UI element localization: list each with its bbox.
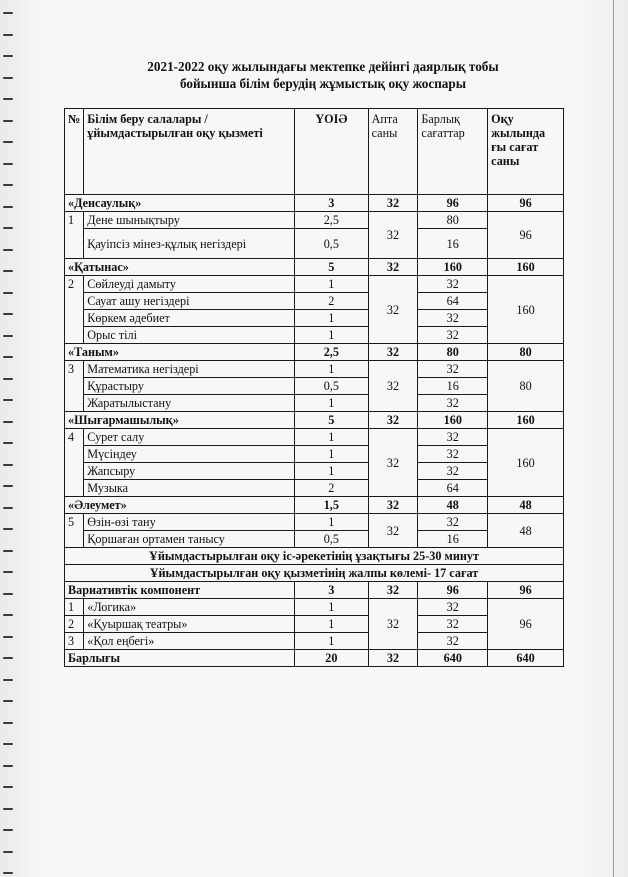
binding-hole: [3, 528, 13, 530]
subject-row: [65, 429, 564, 446]
section-header-row: [65, 344, 564, 361]
title-line-1: 2021-2022 оқу жылындағы мектепке дейінгі даярлық тобы: [147, 59, 499, 74]
subject-weeks: 32: [368, 429, 418, 497]
subject-total: 16: [418, 531, 488, 548]
binding-hole: [3, 313, 13, 315]
subject-row: [65, 361, 564, 378]
section-number: 2: [65, 276, 84, 344]
subject-name: Сурет салу: [84, 429, 295, 446]
subject-total: 64: [418, 480, 488, 497]
subject-total: 32: [418, 429, 488, 446]
header-year: Оқу жылында ғы сағат саны: [488, 109, 564, 195]
section-number: 5: [65, 514, 84, 548]
binding-hole: [3, 700, 13, 702]
subject-uoe: 1: [295, 395, 369, 412]
subject-total: 32: [418, 395, 488, 412]
subject-name: Жаратылыстану: [84, 395, 295, 412]
binding-hole: [3, 550, 13, 552]
subject-total: 32: [418, 463, 488, 480]
section-weeks: 32: [368, 412, 418, 429]
header-total: Барлық сағаттар: [418, 109, 488, 195]
volume-note: Ұйымдастырылған оқу қызметінің жалпы көлемі- 17 сағат: [65, 565, 564, 582]
section-name: «Таным»: [65, 344, 295, 361]
binding-hole: [3, 249, 13, 251]
subject-total: 64: [418, 293, 488, 310]
section-uoe: 1,5: [295, 497, 369, 514]
subject-name: Сауат ашу негіздері: [84, 293, 295, 310]
binding-hole: [3, 679, 13, 681]
section-total: 48: [418, 497, 488, 514]
binding-hole: [3, 227, 13, 229]
binding-hole: [3, 851, 13, 853]
variative-year: 96: [488, 582, 564, 599]
section-name: «Шығармашылық»: [65, 412, 295, 429]
binding-hole: [3, 206, 13, 208]
binding-hole: [3, 141, 13, 143]
subject-row: [65, 276, 564, 293]
binding-hole: [3, 55, 13, 57]
section-year: 96: [488, 195, 564, 212]
section-number: 1: [65, 212, 84, 259]
binding-hole: [3, 442, 13, 444]
binding-hole: [3, 722, 13, 724]
subject-name: Дене шынықтыру: [84, 212, 295, 229]
subject-uoe: 1: [295, 361, 369, 378]
header-area: Білім беру салалары / ұйымдастырылған оқу қызметі: [84, 109, 295, 195]
section-uoe: 2,5: [295, 344, 369, 361]
subject-uoe: 1: [295, 463, 369, 480]
variative-uoe: 3: [295, 582, 369, 599]
section-year: 80: [488, 344, 564, 361]
binding-hole: [3, 270, 13, 272]
variative-sub-year: 96: [488, 599, 564, 650]
subject-uoe: 1: [295, 514, 369, 531]
subject-total: 16: [418, 229, 488, 259]
grand-total-row: [65, 650, 564, 667]
subject-name: Мүсіндеу: [84, 446, 295, 463]
subject-name: Математика негіздері: [84, 361, 295, 378]
section-total: 96: [418, 195, 488, 212]
section-header-row: [65, 497, 564, 514]
binding-hole: [3, 614, 13, 616]
title-line-2: бойынша білім берудің жұмыстық оқу жоспары: [179, 76, 467, 91]
section-header-row: [65, 259, 564, 276]
subject-uoe: 2: [295, 480, 369, 497]
binding-hole: [3, 829, 13, 831]
subject-name: Қоршаған ортамен танысу: [84, 531, 295, 548]
curriculum-table: [64, 108, 564, 667]
subject-uoe: 2,5: [295, 212, 369, 229]
subject-uoe: 0,5: [295, 229, 369, 259]
binding-hole: [3, 657, 13, 659]
subject-total: 32: [418, 310, 488, 327]
variative-number: 3: [65, 633, 84, 650]
subject-name: Музыка: [84, 480, 295, 497]
section-name: «Қатынас»: [65, 259, 295, 276]
grand-total-name: Барлығы: [65, 650, 295, 667]
section-header-row: [65, 195, 564, 212]
binding-hole: [3, 378, 13, 380]
grand-total-uoe: 20: [295, 650, 369, 667]
variative-subject-uoe: 1: [295, 633, 369, 650]
note-row: [65, 565, 564, 582]
binding-hole: [3, 743, 13, 745]
subject-name: Жапсыру: [84, 463, 295, 480]
section-name: «Денсаулық»: [65, 195, 295, 212]
section-number: 3: [65, 361, 84, 412]
subject-total: 16: [418, 378, 488, 395]
subject-year: 80: [488, 361, 564, 412]
binding-hole: [3, 507, 13, 509]
variative-subject: «Қуыршақ театры»: [84, 616, 295, 633]
subject-total: 32: [418, 514, 488, 531]
variative-subject-uoe: 1: [295, 599, 369, 616]
variative-row: [65, 599, 564, 616]
binding-hole: [3, 120, 13, 122]
variative-total: 96: [418, 582, 488, 599]
subject-weeks: 32: [368, 361, 418, 412]
section-weeks: 32: [368, 195, 418, 212]
binding-hole: [3, 421, 13, 423]
variative-subject-total: 32: [418, 616, 488, 633]
subject-uoe: 0,5: [295, 531, 369, 548]
subject-total: 32: [418, 327, 488, 344]
document-title: [88, 58, 558, 92]
binding-hole: [3, 808, 13, 810]
binding-hole: [3, 12, 13, 14]
binding-hole: [3, 77, 13, 79]
header-weeks: Апта саны: [368, 109, 418, 195]
variative-subject-uoe: 1: [295, 616, 369, 633]
binding-hole: [3, 34, 13, 36]
subject-total: 32: [418, 446, 488, 463]
binding-hole: [3, 872, 13, 874]
header-row: [65, 109, 564, 195]
subject-row: [65, 212, 564, 229]
binding-hole: [3, 335, 13, 337]
header-uoe: ҮОІӘ: [295, 109, 369, 195]
binding-hole: [3, 356, 13, 358]
subject-name: Қауіпсіз мінез-құлық негіздері: [84, 229, 295, 259]
subject-year: 48: [488, 514, 564, 548]
subject-name: Сөйлеуді дамыту: [84, 276, 295, 293]
variative-number: 2: [65, 616, 84, 633]
variative-subject-total: 32: [418, 599, 488, 616]
binding-hole: [3, 765, 13, 767]
section-total: 160: [418, 259, 488, 276]
grand-total-total: 640: [418, 650, 488, 667]
variative-weeks: 32: [368, 582, 418, 599]
section-year: 160: [488, 412, 564, 429]
variative-subject-total: 32: [418, 633, 488, 650]
table-body: [65, 195, 564, 667]
binding-hole: [3, 636, 13, 638]
subject-year: 160: [488, 429, 564, 497]
binding-hole: [3, 786, 13, 788]
subject-uoe: 1: [295, 429, 369, 446]
section-year: 160: [488, 259, 564, 276]
subject-weeks: 32: [368, 514, 418, 548]
subject-name: Көркем әдебиет: [84, 310, 295, 327]
subject-row: [65, 514, 564, 531]
section-total: 160: [418, 412, 488, 429]
subject-total: 32: [418, 276, 488, 293]
subject-weeks: 32: [368, 276, 418, 344]
subject-name: Орыс тілі: [84, 327, 295, 344]
subject-weeks: 32: [368, 212, 418, 259]
grand-total-year: 640: [488, 650, 564, 667]
variative-header-row: [65, 582, 564, 599]
section-year: 48: [488, 497, 564, 514]
variative-subject: «Логика»: [84, 599, 295, 616]
section-total: 80: [418, 344, 488, 361]
subject-uoe: 1: [295, 327, 369, 344]
section-name: «Әлеумет»: [65, 497, 295, 514]
binding-holes: [0, 0, 16, 877]
section-weeks: 32: [368, 259, 418, 276]
binding-hole: [3, 163, 13, 165]
binding-hole: [3, 593, 13, 595]
variative-name: Вариативтік компонент: [65, 582, 295, 599]
binding-hole: [3, 98, 13, 100]
section-number: 4: [65, 429, 84, 497]
subject-name: Өзін-өзі тану: [84, 514, 295, 531]
subject-uoe: 1: [295, 276, 369, 293]
binding-hole: [3, 571, 13, 573]
header-no: №: [65, 109, 84, 195]
subject-uoe: 0,5: [295, 378, 369, 395]
section-uoe: 3: [295, 195, 369, 212]
subject-year: 96: [488, 212, 564, 259]
variative-number: 1: [65, 599, 84, 616]
section-weeks: 32: [368, 497, 418, 514]
page-edge-line: [613, 0, 614, 877]
binding-hole: [3, 292, 13, 294]
section-weeks: 32: [368, 344, 418, 361]
variative-sub-weeks: 32: [368, 599, 418, 650]
note-row: [65, 548, 564, 565]
section-header-row: [65, 412, 564, 429]
section-uoe: 5: [295, 259, 369, 276]
section-uoe: 5: [295, 412, 369, 429]
binding-hole: [3, 399, 13, 401]
subject-name: Құрастыру: [84, 378, 295, 395]
duration-note: Ұйымдастырылған оқу іс-әрекетінің ұзақтығы 25-30 минут: [65, 548, 564, 565]
variative-subject: «Қол еңбегі»: [84, 633, 295, 650]
binding-hole: [3, 184, 13, 186]
subject-uoe: 1: [295, 310, 369, 327]
grand-total-weeks: 32: [368, 650, 418, 667]
binding-hole: [3, 485, 13, 487]
subject-total: 32: [418, 361, 488, 378]
subject-year: 160: [488, 276, 564, 344]
subject-uoe: 1: [295, 446, 369, 463]
subject-total: 80: [418, 212, 488, 229]
binding-hole: [3, 464, 13, 466]
subject-uoe: 2: [295, 293, 369, 310]
